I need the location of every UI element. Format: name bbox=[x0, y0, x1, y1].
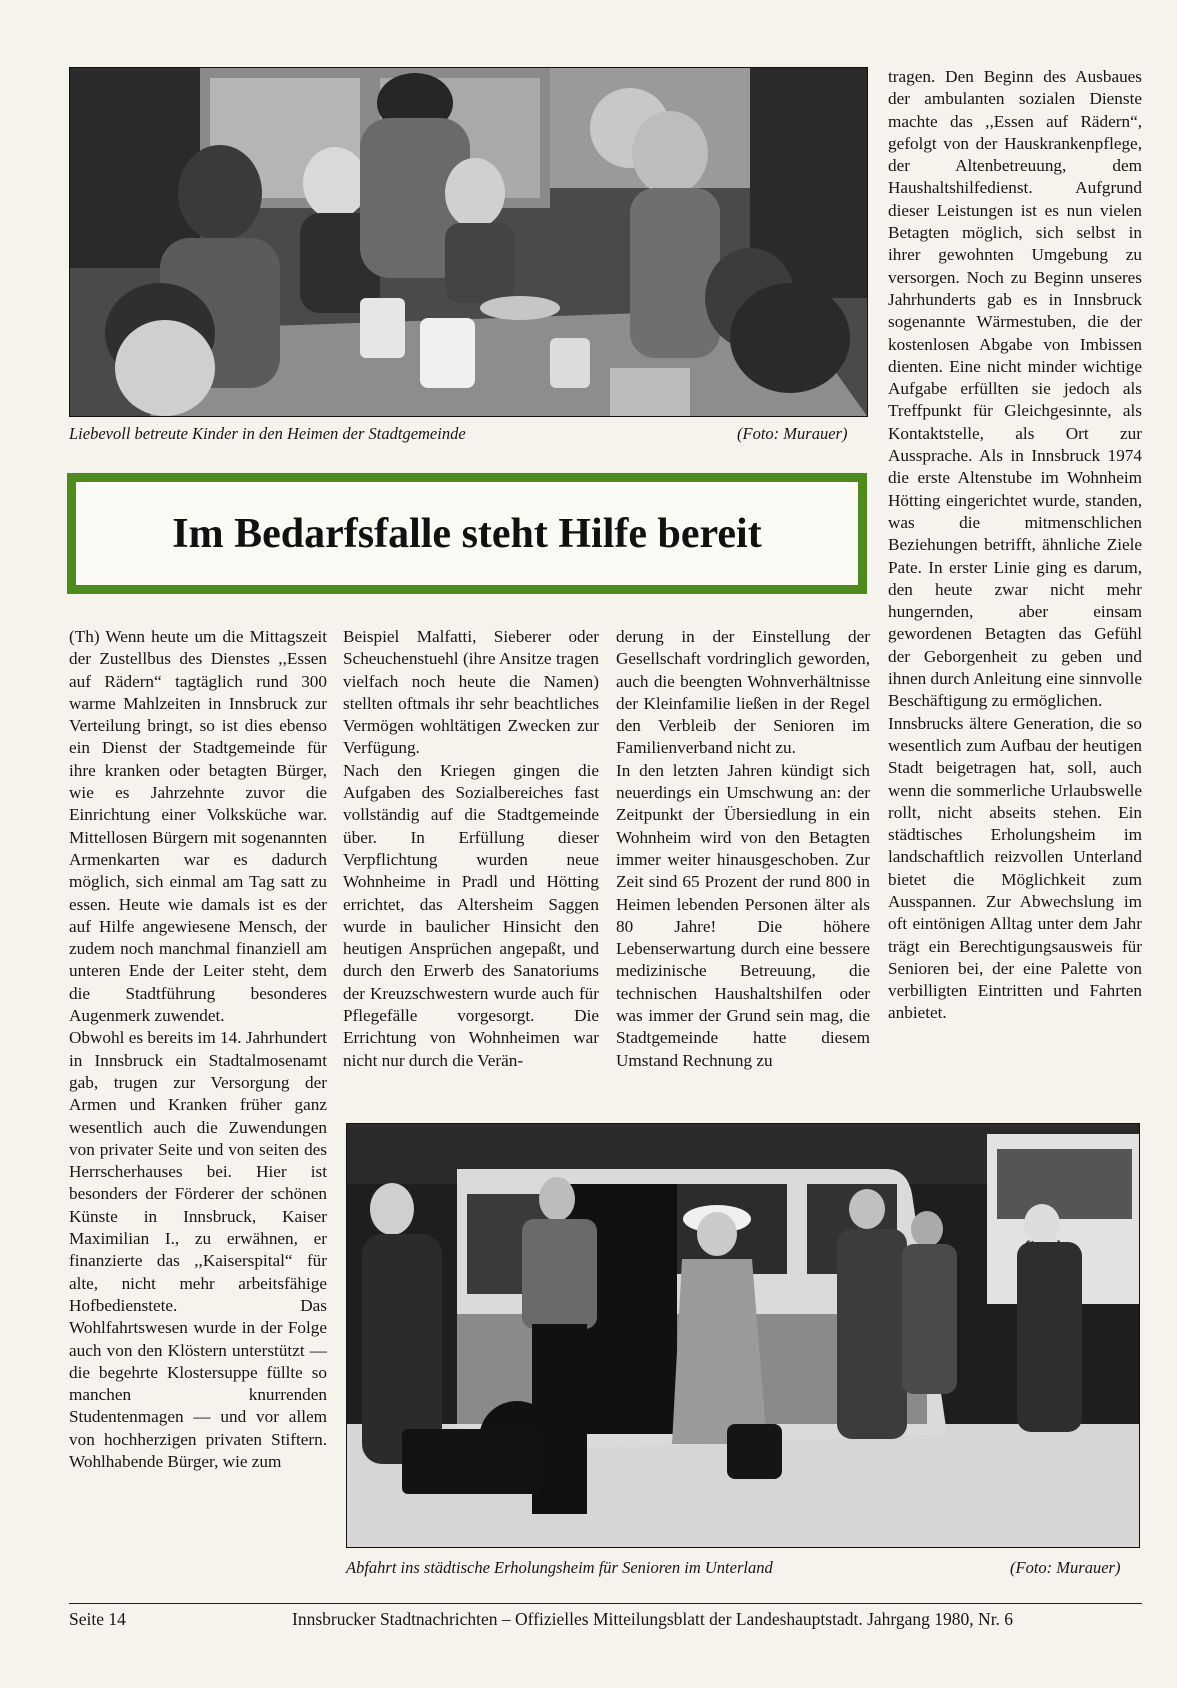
footer-publication: Innsbrucker Stadtnachrichten – Offizielles Mitteilungsblatt der Landeshauptstadt. Jahrgang 1980, Nr. 6 bbox=[292, 1609, 1014, 1629]
article-column-1 bbox=[69, 626, 327, 1473]
children-photo-image bbox=[70, 68, 867, 416]
top-photo-credit: (Foto: Murauer) bbox=[737, 424, 848, 443]
col2-paragraph-2: Nach den Kriegen gingen die Aufgaben des Sozialbereiches fast vollständig auf die Stadtgemeinde über. In Erfüllung dieser Verpflichtung wurden neue Wohnheime in Pradl und Hötting errichtet, das Altersheim Saggen wurde in baulicher Hinsicht den heutigen Ansprüchen angepaßt, und durch den Erwerb des Sanatoriums der Kreuzschwestern wurde auch für Pflegefälle vorgesorgt. Die Errichtung von Wohnheimen war nicht nur durch die Verän- bbox=[343, 760, 599, 1070]
col2-paragraph-1: Beispiel Malfatti, Sieberer oder Scheuchenstuehl (ihre Ansitze tragen vielfach noch heute die Namen) stellten oftmals ihr sehr beachtliches Vermögen wohltätigen Zwecken zur Verfügung. bbox=[343, 627, 599, 758]
article-column-4 bbox=[888, 66, 1142, 1025]
children-photo bbox=[69, 67, 868, 417]
col3-paragraph-2: In den letzten Jahren kündigt sich neuerdings ein Umschwung an: der Zeitpunkt der Übersiedlung in ein Wohnheim wird von den Betagten immer weiter hinausgeschoben. Zur Zeit sind 65 Prozent der rund 800 in Heimen lebenden Personen älter als 80 Jahre! Die höhere Lebenserwartung durch eine bessere medizinische Betreuung, die technischen Haushaltshilfen oder was immer der Grund sein mag, die Stadtgemeinde hatte diesem Umstand Rechnung zu bbox=[616, 760, 870, 1070]
article-column-2 bbox=[343, 626, 599, 1072]
col4-paragraph-1: tragen. Den Beginn des Ausbaues der ambulanten sozialen Dienste machte das ,,Essen auf Rädern“, gefolgt von der Hauskrankenpflege, der Altenbetreuung, dem Haushaltshilfedienst. Aufgrund dieser Leistungen ist es nun vielen Betagten möglich, sich selbst in ihrer gewohnten Umgebung zu versorgen. Noch zu Beginn unseres Jahrhunderts gab es in Innsbruck sogenannte Wärmestuben, die der kostenlosen Abgabe von Imbissen dienten. Eine nicht minder wichtige Aufgabe erfüllten sie jedoch als Treffpunkt für Gleichgesinnte, als Kontaktstelle, als Ort zur Aussprache. Als in Innsbruck 1974 die erste Altenstube im Wohnheim Hötting eingerichtet wurde, standen, was die mitmenschlichen Beziehungen betrifft, ähnliche Ziele Pate. In erster Linie ging es darum, den heute zwar nicht mehr hungernden, aber einsam gewordenen Betagten das Gefühl der Geborgenheit zu geben und ihnen durch Anleitung eine sinnvolle Beschäftigung zu ermöglichen. bbox=[888, 67, 1142, 711]
footer-rule bbox=[69, 1603, 1142, 1604]
article-column-3 bbox=[616, 626, 870, 1072]
seniors-bus-photo bbox=[346, 1123, 1140, 1548]
top-photo-caption: Liebevoll betreute Kinder in den Heimen der Stadtgemeinde bbox=[69, 424, 466, 443]
col3-paragraph-1: derung in der Einstellung der Gesellschaft vordringlich geworden, auch die beengten Wohnverhältnisse der Kleinfamilie ließen in der Regel den Verbleib der Senioren im Familienverband nicht zu. bbox=[616, 627, 870, 758]
seniors-bus-photo-image bbox=[347, 1124, 1139, 1547]
col1-paragraph-2: Obwohl es bereits im 14. Jahrhundert in Innsbruck ein Stadtalmosenamt gab, trugen zur Versorgung der Armen und Kranken früher ganz wesentlich auch die Zuwendungen von privater Seite und von seiten des Herrscherhauses bei. Hier ist besonders der Förderer der schönen Künste in Innsbruck, Kaiser Maximilian I., zu erwähnen, er finanzierte das ,,Kaiserspital“ für alte, nicht mehr arbeitsfähige Hofbedienstete. Das Wohlfahrtswesen wurde in der Folge auch von den Klöstern unterstützt — die begehrte Klostersuppe füllte so manchen knurrenden Studentenmagen — und vor allem von hochherzigen privaten Stiftern. Wohlhabende Bürger, wie zum bbox=[69, 1028, 327, 1471]
bottom-photo-credit: (Foto: Murauer) bbox=[1010, 1558, 1121, 1577]
col4-paragraph-2: Innsbrucks ältere Generation, die so wesentlich zum Aufbau der heutigen Stadt beigetragen hat, soll, auch wenn die sommerliche Urlaubswelle rollt, nicht abseits stehen. Ein städtisches Erholungsheim im landschaftlich reizvollen Unterland bietet die Möglichkeit zum Ausspannen. Zur Abwechslung im oft eintönigen Alltag unter dem Jahr trägt ein Berechtigungsausweis für Senioren bei, der eine Palette von verbilligten Eintritten und Fahrten anbietet. bbox=[888, 713, 1142, 1023]
headline-box bbox=[67, 473, 867, 594]
headline: Im Bedarfsfalle steht Hilfe bereit bbox=[172, 510, 762, 557]
footer-page-number: Seite 14 bbox=[69, 1609, 126, 1629]
bottom-photo-caption: Abfahrt ins städtische Erholungsheim für Senioren im Unterland bbox=[346, 1558, 773, 1577]
col1-paragraph-1: (Th) Wenn heute um die Mittagszeit der Zustellbus des Dienstes ,,Essen auf Rädern“ tagtäglich rund 300 warme Mahlzeiten in Innsbruck zur Verteilung bringt, so ist dies ebenso ein Dienst der Stadtgemeinde für ihre kranken oder betagten Bürger, wie es Jahrzehnte zuvor die Einrichtung einer Volksküche war. Mittellosen Bürgern mit sogenannten Armenkarten war es dadurch möglich, sich einmal am Tag satt zu essen. Heute wie damals ist es der auf Hilfe angewiesene Mensch, der zudem noch manchmal finanziell am unteren Ende der Leiter steht, dem die Stadtführung besonderes Augenmerk zuwendet. bbox=[69, 627, 327, 1026]
